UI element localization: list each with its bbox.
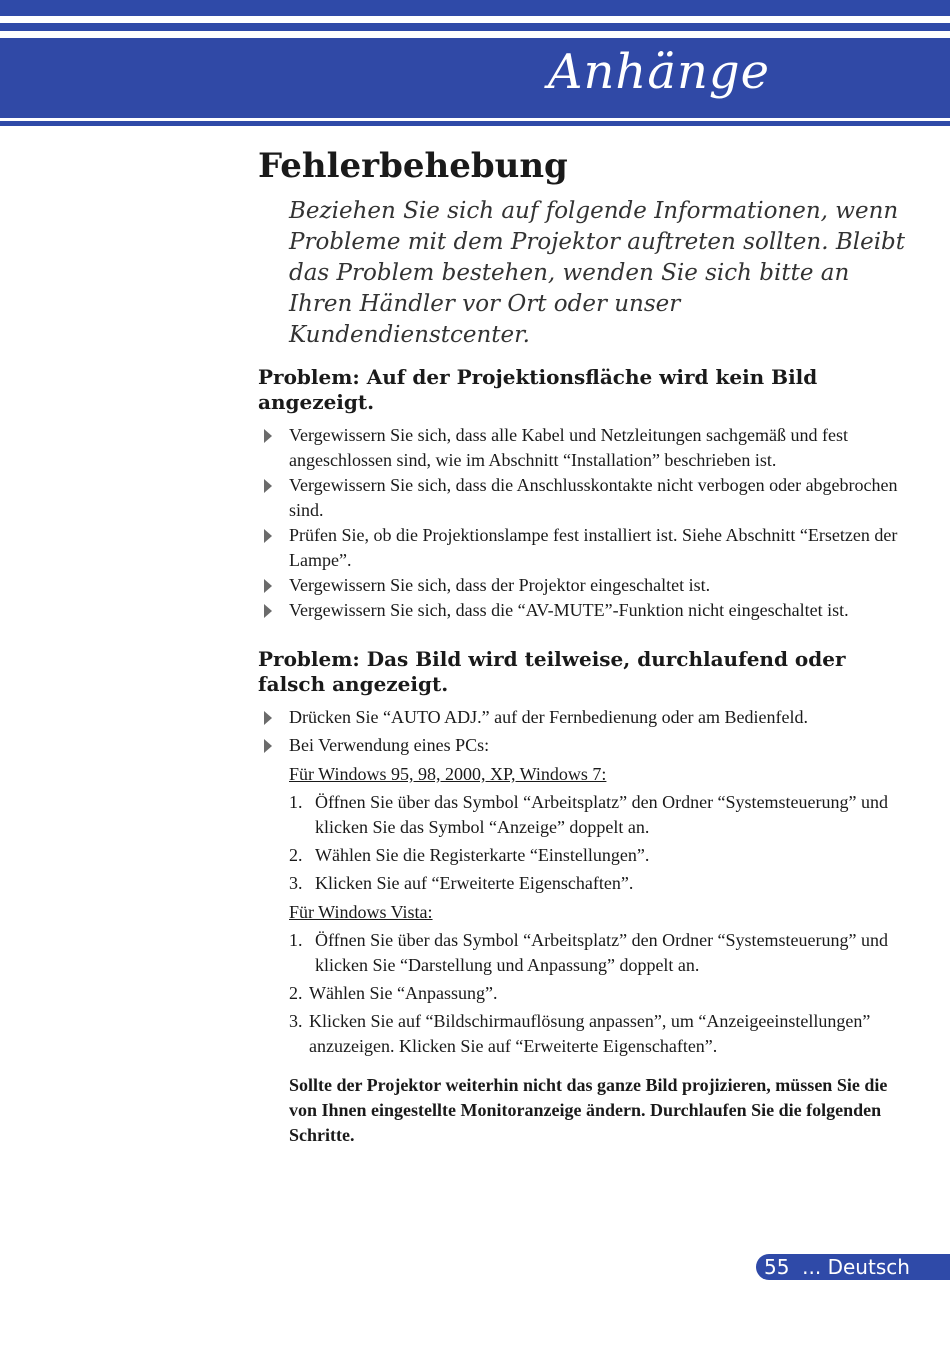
list-item-text: Drücken Sie “AUTO ADJ.” auf der Fernbedienung oder am Bedienfeld. (289, 707, 809, 727)
page-number: 55 (764, 1255, 790, 1279)
main-content (258, 144, 908, 1148)
list-item (258, 523, 908, 573)
header-stripe (0, 23, 950, 31)
list-item (258, 733, 908, 758)
list-item (258, 423, 908, 473)
list-item-text: Vergewissern Sie sich, dass der Projektor eingeschaltet ist. (289, 575, 711, 595)
section-title: Fehlerbehebung (258, 146, 568, 186)
chapter-title: Anhänge (547, 44, 770, 100)
step-item (289, 928, 908, 978)
windows7-instructions (289, 762, 908, 1059)
subsection-heading: Für Windows Vista: (289, 902, 433, 922)
step-item (289, 843, 908, 868)
step-text: Öffnen Sie über das Symbol “Arbeitsplatz” den Ordner “Systemsteuerung” und klicken Sie das Symbol “Anzeige” doppelt an. (315, 792, 889, 837)
step-number: 1. (289, 792, 303, 812)
step-item (289, 871, 908, 896)
header-band (0, 38, 950, 118)
subsection-heading: Für Windows 95, 98, 2000, XP, Windows 7: (289, 764, 607, 784)
header-banner (0, 0, 950, 128)
bullet-arrow-icon (264, 711, 272, 725)
list-item-text: Vergewissern Sie sich, dass alle Kabel und Netzleitungen sachgemäß und fest angeschlossen sind, wie im Abschnitt “Installation” beschrieben ist. (289, 425, 849, 470)
list-item (258, 705, 908, 730)
step-text: Öffnen Sie über das Symbol “Arbeitsplatz” den Ordner “Systemsteuerung” und klicken Sie “Darstellung und Anpassung” doppelt an. (315, 930, 889, 975)
bullet-arrow-icon (264, 529, 272, 543)
list-item (258, 473, 908, 523)
step-number: 3. (289, 1011, 303, 1031)
step-item (289, 790, 908, 840)
steps-list (289, 928, 908, 978)
step-number: 2. (289, 845, 303, 865)
bullet-arrow-icon (264, 604, 272, 618)
header-stripe (0, 0, 950, 16)
steps-list (289, 981, 908, 1059)
header-stripe (0, 121, 950, 126)
list-item-text: Vergewissern Sie sich, dass die “AV-MUTE”-Funktion nicht eingeschaltet ist. (289, 600, 849, 620)
page-footer (764, 1254, 910, 1280)
bullet-arrow-icon (264, 579, 272, 593)
step-item (289, 981, 908, 1006)
checklist (258, 423, 908, 623)
step-number: 3. (289, 873, 303, 893)
step-text: Klicken Sie auf “Erweiterte Eigenschaften”. (315, 873, 634, 893)
list-item (258, 598, 908, 623)
footer-language: ... Deutsch (802, 1255, 910, 1279)
step-item (289, 1009, 908, 1059)
problem-heading: Problem: Auf der Projektionsfläche wird kein Bild angezeigt. (258, 365, 818, 414)
step-number: 2. (289, 983, 303, 1003)
step-text: Wählen Sie “Anpassung”. (309, 983, 498, 1003)
bullet-arrow-icon (264, 479, 272, 493)
list-item-text: Vergewissern Sie sich, dass die Anschlusskontakte nicht verbogen oder abgebrochen sind. (289, 475, 898, 520)
bullet-arrow-icon (264, 429, 272, 443)
checklist (258, 705, 908, 758)
note-text: Sollte der Projektor weiterhin nicht das ganze Bild projizieren, müssen Sie die von Ihnen eingestellte Monitoranzeige ändern. Durchlaufen Sie die folgenden Schritte. (289, 1075, 888, 1145)
list-item (258, 573, 908, 598)
intro-text: Beziehen Sie sich auf folgende Informationen, wenn Probleme mit dem Projektor auftreten sollten. Bleibt das Problem bestehen, wenden Sie sich bitte an Ihren Händler vor Ort oder unser Kundendienstcenter. (289, 198, 906, 348)
list-item-text: Bei Verwendung eines PCs: (289, 735, 490, 755)
steps-list (289, 790, 908, 896)
step-number: 1. (289, 930, 303, 950)
bullet-arrow-icon (264, 739, 272, 753)
step-text: Klicken Sie auf “Bildschirmauflösung anpassen”, um “Anzeigeeinstellungen” anzuzeigen. Klicken Sie auf “Erweiterte Eigenschaften”. (309, 1011, 871, 1056)
step-text: Wählen Sie die Registerkarte “Einstellungen”. (315, 845, 650, 865)
problem-heading: Problem: Das Bild wird teilweise, durchlaufend oder falsch angezeigt. (258, 647, 846, 696)
list-item-text: Prüfen Sie, ob die Projektionslampe fest installiert ist. Siehe Abschnitt “Ersetzen der Lampe”. (289, 525, 898, 570)
